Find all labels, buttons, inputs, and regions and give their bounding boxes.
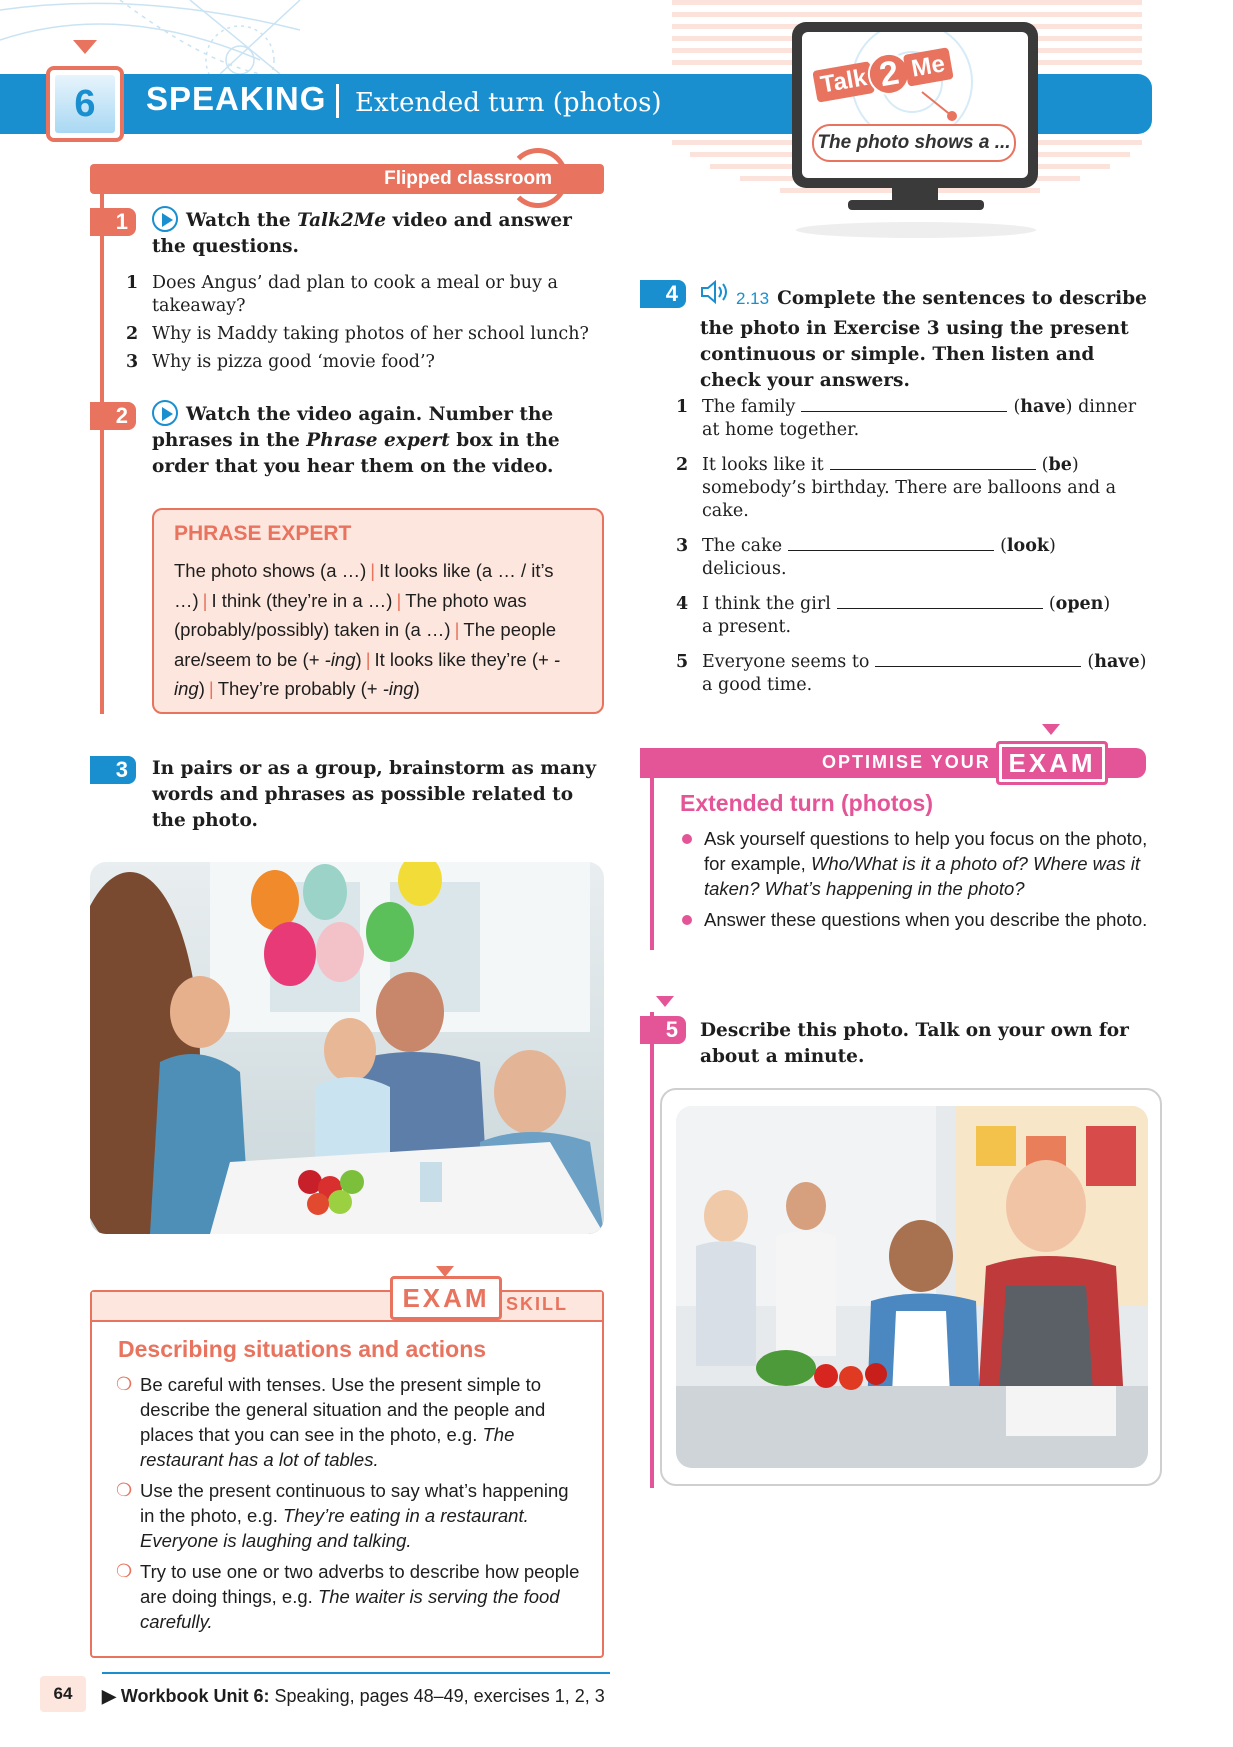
logo-two: 2 [865,50,914,99]
gap-fill-item: 2 It looks like it (be) somebody’s birthday. There are balloons and a cake. [676,455,1117,521]
tip-item: ❍ Try to use one or two adverbs to describe how people are doing things, e.g. The waiter is serving the food carefully. [116,1561,580,1632]
answer-gap[interactable] [788,535,994,551]
phrase-expert-phrases: The photo shows (a …) | It looks like (a … / it’s …) | I think (they’re in a …) | The photo was (probably/possibly) taken in (a …) | The people are/seem to be (+ -ing) | It looks like they’re (+ -ing) | They’re probably (+ -ing) [174,560,561,699]
answer-gap[interactable] [837,593,1043,609]
phrase: The people are/seem to be (+ -ing) [174,619,556,670]
page-number: 64 [40,1676,86,1712]
exam-skill-label: SKILL [506,1294,568,1314]
exercise-4-number: 4 [640,280,686,308]
section-title: SPEAKING [146,80,327,117]
audio-track-number: 2.13 [736,289,770,308]
optimise-exam-marker [1042,724,1060,735]
exam-skill-box [90,1282,604,1658]
phrase: The photo shows (a …) [174,560,367,581]
optimise-rule [650,778,654,950]
exercise-2-instruction: Watch the video again. Number the phrases in the Phrase expert box in the order that you hear them on the video. [152,402,602,480]
audio-speaker-icon[interactable] [700,279,736,313]
exercise-rule-left [100,194,104,714]
cooking-photo-illustration [676,1106,1148,1468]
logo-talk: Talk [812,61,875,103]
question-item: 1 Does Angus’ dad plan to cook a meal or buy a takeaway? [126,273,558,316]
question-item: 2 Why is Maddy taking photos of her school lunch? [126,324,589,344]
phrase-expert-title: PHRASE EXPERT [174,522,352,545]
answer-gap[interactable] [830,454,1036,470]
unit-number: 6 [55,75,115,133]
answer-gap[interactable] [875,651,1081,667]
video-play-icon[interactable] [152,206,178,232]
tv-speech-bubble: The photo shows a ... [812,124,1016,162]
question-item: 3 Why is pizza good ‘movie food’? [126,352,435,372]
exercise-5-instruction: Describe this photo. Talk on your own for about a minute. [700,1020,1129,1067]
gap-fill-item: 5 Everyone seems to (have) a good time. [676,652,1147,695]
birthday-photo-illustration [90,862,604,1234]
optimise-label: OPTIMISE YOUR [822,752,991,772]
phrase-expert-box [152,508,604,714]
logo-me: Me [903,47,953,86]
exercise-4-sentences [676,396,1156,709]
unit-number-box [46,66,124,142]
phrase: I think (they’re in a …) [211,589,393,611]
optimise-exam-badge: EXAM [996,741,1108,785]
phrase: The photo was (probably/possibly) taken in (a …) [174,589,527,640]
flipped-cycle-icon [508,148,568,208]
birthday-family-photo [90,862,604,1234]
talk2me-tv[interactable] [792,22,1038,188]
pink-bullet-icon [682,834,692,844]
open-circle-bullet-icon: ❍ [116,1480,133,1500]
video-play-icon[interactable] [152,400,178,426]
open-circle-bullet-icon: ❍ [116,1561,133,1581]
footer-rule [102,1672,610,1674]
exercise-5-marker [656,996,674,1007]
exercise-1-questions [126,272,606,379]
tip-item: ❍ Be careful with tenses. Use the present simple to describe the general situation and the people and places that you can see in the photo, e.g. The restaurant has a lot of tables. [116,1374,546,1470]
answer-gap[interactable] [801,396,1007,412]
exercise-3-number: 3 [90,756,136,784]
tv-stand-base [848,200,984,210]
exercise-5-rule [650,1012,654,1488]
exercise-2-number: 2 [90,402,136,430]
gap-fill-item: 3 The cake (look) delicious. [676,536,1056,579]
tip-item: ❍ Use the present continuous to say what’s happening in the photo, e.g. They’re eating in a restaurant. Everyone is laughing and talking. [116,1480,569,1551]
exam-skill-tips [116,1372,582,1640]
unit-marker-arrow [73,40,97,54]
flipped-classroom-label: Flipped classroom [384,168,552,189]
exercise-5-number: 5 [640,1016,686,1044]
tv-screen [802,32,1028,178]
exam-skill-title: Describing situations and actions [118,1336,487,1362]
exercise-4-instruction: 2.13 Complete the sentences to describe the photo in Exercise 3 using the present continuous or simple. Then listen and check your answers. [700,282,1156,394]
optimise-tips [680,826,1150,938]
optimise-title: Extended turn (photos) [680,790,933,816]
gap-fill-item: 1 The family (have) dinner at home together. [676,397,1137,440]
optimise-exam-bar [640,748,1146,778]
exam-skill-badge: EXAM [390,1276,502,1320]
phrase: They’re probably (+ -ing) [217,678,420,699]
phrase: It looks like they’re (+ -ing) [174,648,561,699]
title-separator [336,84,339,118]
phrase: It looks like (a … / it’s …) [174,560,554,611]
cooking-class-photo [676,1106,1148,1468]
tip-item: Ask yourself questions to help you focus on the photo, for example, Who/What is it a photo of? Where was it taken? What’s happening in the photo? [680,826,1150,901]
open-circle-bullet-icon: ❍ [116,1374,133,1394]
workbook-reference[interactable]: ▶ Workbook Unit 6: Speaking, pages 48–49, exercises 1, 2, 3 [102,1686,605,1706]
pink-bullet-icon [682,915,692,925]
exercise-3-instruction: In pairs or as a group, brainstorm as many words and phrases as possible related to the photo. [152,758,596,831]
section-subtitle: Extended turn (photos) [355,88,662,118]
gap-fill-item: 4 I think the girl (open) a present. [676,594,1111,637]
exercise-1-instruction: Watch the Talk2Me video and answer the questions. [152,208,602,260]
tip-item: Answer these questions when you describe the photo. [680,907,1150,932]
exercise-1-number: 1 [90,208,136,236]
tv-shadow [796,222,1036,238]
